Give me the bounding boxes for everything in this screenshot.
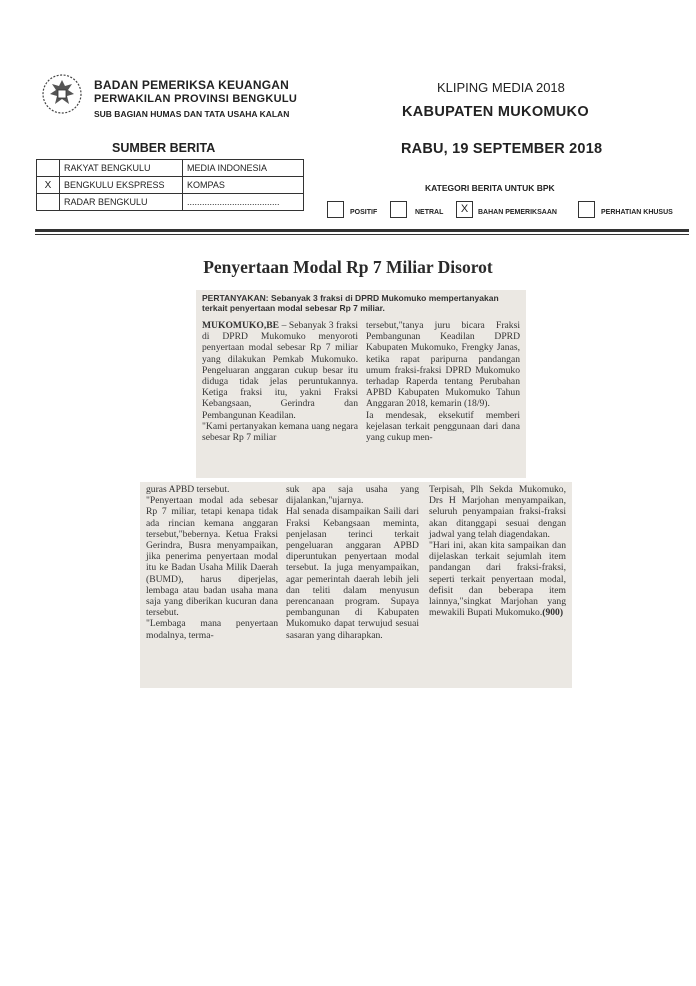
kategori-label-netral: NETRAL bbox=[415, 209, 444, 216]
source-row bbox=[37, 177, 304, 194]
header-divider bbox=[35, 229, 689, 232]
source-row bbox=[37, 160, 304, 177]
source-row bbox=[37, 194, 304, 211]
source-mark bbox=[37, 194, 60, 211]
article-paragraph: Hal senada disampaikan Saili dari Fraksi Kebangsaan meminta, penjelasan terinci terkait pengeluaran anggaran APBD diperuntukan penyertaan modal tersebut. Ia juga menyampaikan, agar pemerintah daerah lebih jeli dan teliti dalam menyusun perencanaan program. Supaya pembangunan di Kabupaten Mukomuko dapat terwujud sesuai sasaran yang diharapkan. bbox=[286, 506, 419, 641]
kategori-label-perhatian-khusus: PERHATIAN KHUSUS bbox=[601, 209, 673, 216]
kategori-checkbox-perhatian-khusus bbox=[578, 201, 595, 218]
article-column-4 bbox=[286, 484, 419, 641]
source-mark bbox=[37, 160, 60, 177]
article-code: (900) bbox=[542, 607, 564, 619]
sumber-berita-table bbox=[36, 159, 304, 211]
kliping-title: KLIPING MEDIA 2018 bbox=[437, 80, 565, 95]
article-paragraph: tersebut,"tanya juru bicara Fraksi Pembangunan Keadilan DPRD Kabupaten Mukomuko, Frengky Janas, ketika rapat paripurna pandangan umum fraksi-fraksi DPRD Mukomuko terhadap Raperda tentang Perubahan APBD Kabupaten Mukomuko Tahun Anggaran 2018, kemarin (18/9). bbox=[366, 320, 520, 410]
kategori-label-bahan-pemeriksaan: BAHAN PEMERIKSAAN bbox=[478, 209, 557, 216]
article-paragraph: "Kami pertanyakan kemana uang negara sebesar Rp 7 miliar bbox=[202, 420, 358, 444]
article-column-3 bbox=[146, 484, 278, 641]
article-paragraph: Ia mendesak, eksekutif memberi kejelasan terkait penggunaan dari dana yang cukup men- bbox=[366, 409, 520, 444]
garuda-emblem-logo bbox=[40, 72, 84, 116]
article-paragraph: "Penyertaan modal ada sebesar Rp 7 miliar, tetapi kenapa tidak ada rincian kemana anggaran tersebut,"bebernya. Ketua Fraksi Gerindra, Busra menyampaikan, jika penerima penyertaan modal itu ke Badan Usaha Milik Daerah (BUMD), harus diperjelas, lembaga atau badan usaha mana saja yang diberikan kucuran dana tersebut. bbox=[146, 495, 278, 619]
article-paragraph: MUKOMUKO,BE – Sebanyak 3 fraksi di DPRD Mukomuko menyoroti penyertaan modal sebesar Rp 7 miliar yang dilakukan Pemkab Mukomuko. Pengeluaran anggaran cukup besar itu diduga tidak jelas peruntukannya. Ketiga fraksi itu, yakni Fraksi Kebangsaan, Gerindra dan Pembangunan Keadilan. bbox=[202, 320, 358, 421]
kabupaten-title: KABUPATEN MUKOMUKO bbox=[402, 104, 589, 120]
publication-date: RABU, 19 SEPTEMBER 2018 bbox=[401, 141, 603, 157]
source-name: BENGKULU EKSPRESS bbox=[60, 177, 183, 194]
kategori-title: KATEGORI BERITA UNTUK BPK bbox=[425, 183, 555, 193]
article-paragraph: "Lembaga mana penyertaan modalnya, terma- bbox=[146, 618, 278, 641]
sumber-berita-title: SUMBER BERITA bbox=[112, 141, 216, 155]
article-dateline: MUKOMUKO,BE bbox=[202, 320, 280, 331]
kategori-checkbox-positif bbox=[327, 201, 344, 218]
source-name: RADAR BENGKULU bbox=[60, 194, 183, 211]
org-name-line1: BADAN PEMERIKSA KEUANGAN bbox=[94, 78, 290, 92]
article-lead-caption: PERTANYAKAN: Sebanyak 3 fraksi di DPRD Mukomuko mempertanyakan terkait penyertaan modal sebesar Rp 7 miliar. bbox=[202, 293, 499, 313]
source-name: RAKYAT BENGKULU bbox=[60, 160, 183, 177]
article-headline: Penyertaan Modal Rp 7 Miliar Disorot bbox=[203, 257, 493, 277]
article-column-2 bbox=[366, 320, 520, 443]
source-name: KOMPAS bbox=[183, 177, 304, 194]
article-paragraph: "Hari ini, akan kita sampaikan dan dijelaskan terkait sejumlah item pandangan dari fraksi-fraksi, seperti terkait penyertaan modal, defisit dan beberapa item lainnya,"singkat Marjohan yang mewakili Bupati Mukomuko.(900) bbox=[429, 540, 566, 619]
article-column-5 bbox=[429, 484, 566, 618]
article-paragraph: Terpisah, Plh Sekda Mukomuko, Drs H Marjohan menyampaikan, seluruh penyampaian fraksi-fraksi akan ditanggapi sesuai dengan jadwal yang telah diagendakan. bbox=[429, 484, 566, 540]
kategori-checkbox-netral bbox=[390, 201, 407, 218]
header-divider-thin bbox=[35, 234, 689, 235]
source-mark: X bbox=[37, 177, 60, 194]
article-paragraph: guras APBD tersebut. bbox=[146, 484, 230, 495]
kategori-label-positif: POSITIF bbox=[350, 209, 378, 216]
kategori-checkbox-bahan-pemeriksaan: X bbox=[456, 201, 473, 218]
source-name: MEDIA INDONESIA bbox=[183, 160, 304, 177]
article-paragraph: suk apa saja usaha yang dijalankan,"ujarnya. bbox=[286, 484, 419, 507]
org-name-line2: PERWAKILAN PROVINSI BENGKULU bbox=[94, 93, 298, 105]
org-name-line3: SUB BAGIAN HUMAS DAN TATA USAHA KALAN bbox=[94, 109, 290, 119]
source-name: ..................................... bbox=[183, 194, 304, 211]
article-column-1 bbox=[202, 320, 358, 443]
